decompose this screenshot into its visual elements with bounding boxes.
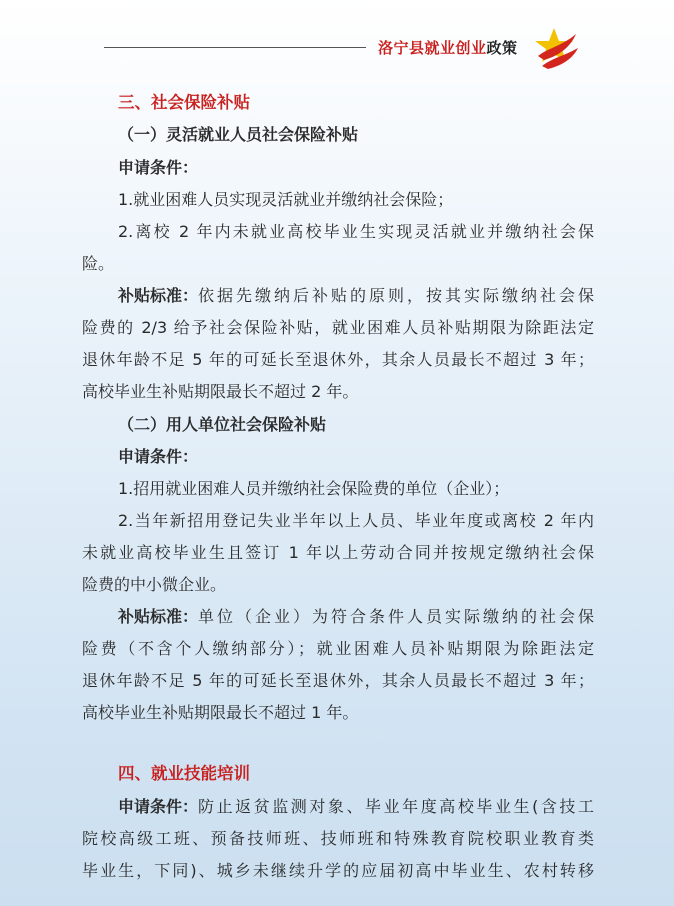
section3-part1-std-line2: 险费的 2/3 给予社会保险补贴，就业困难人员补贴期限为除距法定	[82, 318, 594, 337]
section3-part1-std-line4: 高校毕业生补贴期限最长不超过 2 年。	[82, 382, 359, 401]
header-title-red: 洛宁县就业创业	[378, 39, 487, 57]
section3-part1-std-text1: 依据先缴纳后补贴的原则，按其实际缴纳社会保	[198, 286, 594, 305]
section3-part2-cond2-line2: 未就业高校毕业生且签订 1 年以上劳动合同并按规定缴纳社会保	[82, 543, 594, 562]
section3-part1-cond1: 1.就业困难人员实现灵活就业并缴纳社会保险；	[118, 190, 454, 209]
header-title-dark: 政策	[486, 39, 518, 57]
section4-cond-line3: 毕业生，下同)、城乡未继续升学的应届初高中毕业生、农村转移	[82, 861, 594, 880]
section4-cond-label: 申请条件：	[118, 797, 199, 816]
section4-cond-text1: 防止返贫监测对象、毕业年度高校毕业生(含技工	[198, 797, 594, 816]
section4-cond-line2: 院校高级工班、预备技师班、技师班和特殊教育院校职业教育类	[82, 829, 594, 848]
section3-part2-std-label: 补贴标准：	[118, 607, 199, 626]
section3-part2-cond1: 1.招用就业困难人员并缴纳社会保险费的单位（企业）；	[118, 479, 510, 498]
section3-part1-cond-label: 申请条件：	[118, 158, 199, 177]
section3-part2-cond-label: 申请条件：	[118, 447, 199, 466]
header-divider	[104, 47, 366, 48]
section3-part2-cond2-line3: 险费的中小微企业。	[82, 575, 227, 594]
section3-part2-standard-line1	[118, 606, 594, 628]
section3-part2-std-line3: 退休年龄不足 5 年的可延长至退休外，其余人员最长不超过 3 年；	[82, 671, 594, 690]
section3-part1-cond2-line2: 险。	[82, 254, 115, 273]
section3-part1-cond2-line1: 2.离校 2 年内未就业高校毕业生实现灵活就业并缴纳社会保	[118, 222, 594, 241]
section3-part1-std-label: 补贴标准：	[118, 286, 199, 305]
section3-part1-standard-line1	[118, 285, 594, 307]
header-title	[378, 37, 518, 58]
page-header	[0, 0, 674, 80]
section3-part2-cond2-line1: 2.当年新招用登记失业半年以上人员、毕业年度或离校 2 年内	[118, 511, 594, 530]
section3-heading: 三、社会保险补贴	[118, 93, 250, 112]
section3-part1-std-line3: 退休年龄不足 5 年的可延长至退休外，其余人员最长不超过 3 年；	[82, 350, 594, 369]
section4-cond-line1	[118, 796, 594, 818]
section3-part2-std-text1: 单位（企业）为符合条件人员实际缴纳的社会保	[198, 607, 594, 626]
section3-part1-heading: （一）灵活就业人员社会保险补贴	[118, 125, 359, 144]
section4-heading: 四、就业技能培训	[118, 764, 250, 783]
section3-part2-heading: （二）用人单位社会保险补贴	[118, 415, 327, 434]
section3-part2-std-line4: 高校毕业生补贴期限最长不超过 1 年。	[82, 703, 359, 722]
section3-part2-std-line2: 险费（不含个人缴纳部分）；就业困难人员补贴期限为除距法定	[82, 639, 594, 658]
star-ribbon-logo-icon	[532, 26, 580, 72]
